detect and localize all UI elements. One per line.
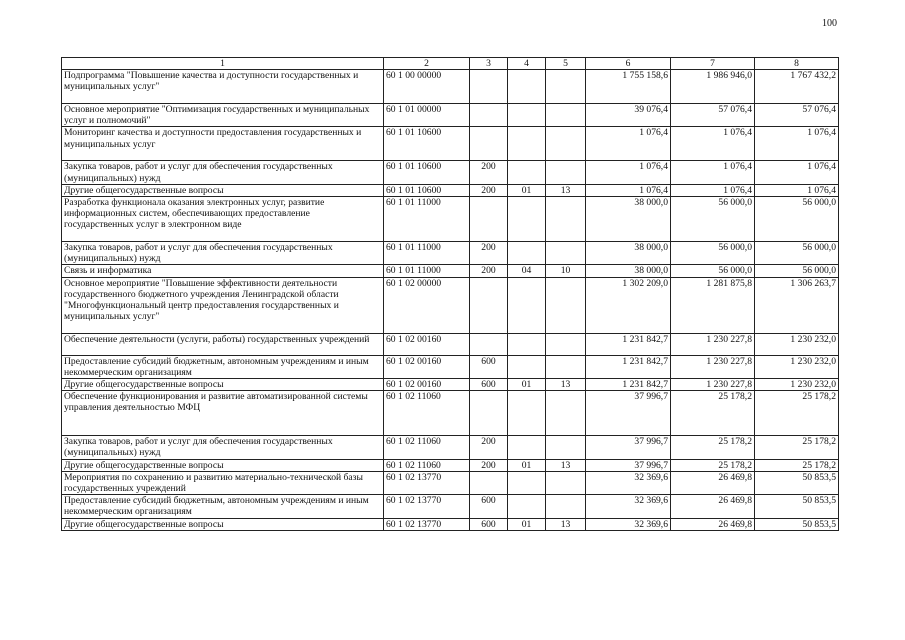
- row-value6-cell: 32 369,6: [586, 471, 671, 494]
- row-value6-cell: 37 996,7: [586, 459, 671, 471]
- table-row: [62, 379, 839, 391]
- row-col3-cell: 200: [470, 161, 508, 184]
- row-value6-cell: 1 755 158,6: [586, 70, 671, 104]
- table-row: [62, 197, 839, 242]
- row-name-cell: Обеспечение функционирования и развитие автоматизированной системы управления деятельностью МФЦ: [62, 391, 384, 436]
- row-value6-cell: 32 369,6: [586, 495, 671, 518]
- row-value6-cell: 32 369,6: [586, 518, 671, 530]
- table-row: [62, 518, 839, 530]
- row-col3-cell: 600: [470, 355, 508, 378]
- row-name-cell: Основное мероприятие "Повышение эффективности деятельности государственного бюджетного учреждения Ленинградской области "Многофункциональный центр предоставления государственных и муниципальных услуг": [62, 277, 384, 333]
- row-code-cell: 60 1 01 10600: [384, 184, 470, 196]
- row-value6-cell: 38 000,0: [586, 242, 671, 265]
- row-col5-cell: [546, 104, 586, 127]
- row-col3-cell: [470, 471, 508, 494]
- row-value6-cell: 37 996,7: [586, 436, 671, 459]
- row-col4-cell: [508, 436, 546, 459]
- row-col5-cell: 13: [546, 459, 586, 471]
- row-col5-cell: [546, 333, 586, 355]
- row-value7-cell: 26 469,8: [671, 495, 755, 518]
- row-col3-cell: 600: [470, 495, 508, 518]
- row-col4-cell: [508, 127, 546, 161]
- table-row: [62, 127, 839, 161]
- table-row: [62, 355, 839, 378]
- row-code-cell: 60 1 02 00000: [384, 277, 470, 333]
- row-col3-cell: [470, 70, 508, 104]
- row-value7-cell: 25 178,2: [671, 391, 755, 436]
- budget-table: [61, 57, 839, 531]
- row-col4-cell: [508, 242, 546, 265]
- table-row: [62, 70, 839, 104]
- header-col-6: 6: [586, 58, 671, 70]
- row-col3-cell: 200: [470, 436, 508, 459]
- header-col-8: 8: [755, 58, 839, 70]
- row-col5-cell: [546, 471, 586, 494]
- row-value8-cell: 57 076,4: [755, 104, 839, 127]
- row-value7-cell: 1 230 227,8: [671, 355, 755, 378]
- row-col5-cell: 10: [546, 265, 586, 277]
- row-value7-cell: 56 000,0: [671, 265, 755, 277]
- row-col4-cell: [508, 277, 546, 333]
- row-col5-cell: [546, 242, 586, 265]
- row-col5-cell: [546, 277, 586, 333]
- row-col3-cell: [470, 127, 508, 161]
- row-col4-cell: 04: [508, 265, 546, 277]
- row-code-cell: 60 1 01 10600: [384, 161, 470, 184]
- row-code-cell: 60 1 02 13770: [384, 471, 470, 494]
- row-col4-cell: [508, 495, 546, 518]
- table-row: [62, 104, 839, 127]
- row-col5-cell: [546, 391, 586, 436]
- row-col4-cell: [508, 355, 546, 378]
- row-col4-cell: 01: [508, 184, 546, 196]
- row-col5-cell: [546, 197, 586, 242]
- row-value7-cell: 26 469,8: [671, 471, 755, 494]
- row-col4-cell: [508, 70, 546, 104]
- header-col-1: 1: [62, 58, 384, 70]
- page-number: 100: [822, 18, 837, 29]
- row-code-cell: 60 1 01 11000: [384, 265, 470, 277]
- table-row: [62, 471, 839, 494]
- row-col4-cell: 01: [508, 379, 546, 391]
- row-col5-cell: [546, 436, 586, 459]
- row-value7-cell: 26 469,8: [671, 518, 755, 530]
- header-col-7: 7: [671, 58, 755, 70]
- row-value6-cell: 1 231 842,7: [586, 333, 671, 355]
- row-name-cell: Закупка товаров, работ и услуг для обеспечения государственных (муниципальных) нужд: [62, 161, 384, 184]
- row-value7-cell: 1 076,4: [671, 161, 755, 184]
- row-value6-cell: 37 996,7: [586, 391, 671, 436]
- row-name-cell: Разработка функционала оказания электронных услуг, развитие информационных систем, обеспечивающих предоставление государственных услуг в электронном виде: [62, 197, 384, 242]
- row-value6-cell: 38 000,0: [586, 265, 671, 277]
- row-name-cell: Закупка товаров, работ и услуг для обеспечения государственных (муниципальных) нужд: [62, 436, 384, 459]
- table-row: [62, 495, 839, 518]
- row-value6-cell: 1 231 842,7: [586, 379, 671, 391]
- table-row: [62, 265, 839, 277]
- row-col4-cell: [508, 197, 546, 242]
- row-value7-cell: 1 076,4: [671, 127, 755, 161]
- row-code-cell: 60 1 02 11060: [384, 436, 470, 459]
- row-col5-cell: 13: [546, 518, 586, 530]
- row-code-cell: 60 1 01 00000: [384, 104, 470, 127]
- row-col3-cell: [470, 391, 508, 436]
- row-value8-cell: 1 306 263,7: [755, 277, 839, 333]
- row-value6-cell: 1 076,4: [586, 127, 671, 161]
- row-value7-cell: 1 230 227,8: [671, 379, 755, 391]
- row-col3-cell: [470, 197, 508, 242]
- row-value8-cell: 56 000,0: [755, 242, 839, 265]
- row-code-cell: 60 1 02 11060: [384, 459, 470, 471]
- row-col5-cell: [546, 70, 586, 104]
- header-col-2: 2: [384, 58, 470, 70]
- row-col4-cell: [508, 471, 546, 494]
- table-row: [62, 391, 839, 436]
- row-col4-cell: [508, 391, 546, 436]
- row-name-cell: Основное мероприятие "Оптимизация государственных и муниципальных услуг и полномочий": [62, 104, 384, 127]
- row-col3-cell: 600: [470, 518, 508, 530]
- row-col3-cell: 200: [470, 184, 508, 196]
- row-col4-cell: 01: [508, 459, 546, 471]
- row-value7-cell: 1 986 946,0: [671, 70, 755, 104]
- row-value8-cell: 50 853,5: [755, 471, 839, 494]
- row-col3-cell: [470, 333, 508, 355]
- row-value8-cell: 1 076,4: [755, 127, 839, 161]
- row-name-cell: Мониторинг качества и доступности предоставления государственных и муниципальных услуг: [62, 127, 384, 161]
- row-col3-cell: [470, 104, 508, 127]
- row-value6-cell: 39 076,4: [586, 104, 671, 127]
- table-row: [62, 277, 839, 333]
- row-name-cell: Обеспечение деятельности (услуги, работы) государственных учреждений: [62, 333, 384, 355]
- row-value8-cell: 25 178,2: [755, 459, 839, 471]
- row-code-cell: 60 1 02 13770: [384, 495, 470, 518]
- row-value8-cell: 56 000,0: [755, 265, 839, 277]
- row-value7-cell: 1 230 227,8: [671, 333, 755, 355]
- table-row: [62, 242, 839, 265]
- row-col3-cell: 200: [470, 265, 508, 277]
- row-code-cell: 60 1 02 11060: [384, 391, 470, 436]
- row-name-cell: Предоставление субсидий бюджетным, автономным учреждениям и иным некоммерческим организациям: [62, 495, 384, 518]
- row-value8-cell: 1 230 232,0: [755, 333, 839, 355]
- table-row: [62, 333, 839, 355]
- row-value8-cell: 1 230 232,0: [755, 355, 839, 378]
- header-col-3: 3: [470, 58, 508, 70]
- row-value8-cell: 1 230 232,0: [755, 379, 839, 391]
- table-body: [62, 70, 839, 531]
- row-col3-cell: [470, 277, 508, 333]
- row-name-cell: Подпрограмма "Повышение качества и доступности государственных и муниципальных услуг": [62, 70, 384, 104]
- row-code-cell: 60 1 01 10600: [384, 127, 470, 161]
- row-code-cell: 60 1 01 11000: [384, 242, 470, 265]
- row-value6-cell: 1 302 209,0: [586, 277, 671, 333]
- row-name-cell: Мероприятия по сохранению и развитию материально-технической базы государственных учреждений: [62, 471, 384, 494]
- row-code-cell: 60 1 02 00160: [384, 379, 470, 391]
- row-col4-cell: [508, 104, 546, 127]
- row-value6-cell: 1 231 842,7: [586, 355, 671, 378]
- table-row: [62, 459, 839, 471]
- row-value8-cell: 25 178,2: [755, 436, 839, 459]
- row-value7-cell: 25 178,2: [671, 459, 755, 471]
- row-col5-cell: 13: [546, 379, 586, 391]
- row-value7-cell: 56 000,0: [671, 242, 755, 265]
- row-name-cell: Другие общегосударственные вопросы: [62, 379, 384, 391]
- row-value6-cell: 1 076,4: [586, 161, 671, 184]
- row-value7-cell: 56 000,0: [671, 197, 755, 242]
- row-col5-cell: [546, 161, 586, 184]
- row-value7-cell: 1 281 875,8: [671, 277, 755, 333]
- row-value7-cell: 57 076,4: [671, 104, 755, 127]
- row-col5-cell: [546, 127, 586, 161]
- row-name-cell: Другие общегосударственные вопросы: [62, 518, 384, 530]
- row-value8-cell: 1 767 432,2: [755, 70, 839, 104]
- row-value8-cell: 50 853,5: [755, 495, 839, 518]
- header-col-5: 5: [546, 58, 586, 70]
- row-value8-cell: 1 076,4: [755, 161, 839, 184]
- row-col5-cell: [546, 355, 586, 378]
- row-code-cell: 60 1 02 00160: [384, 355, 470, 378]
- row-col3-cell: 200: [470, 242, 508, 265]
- row-value8-cell: 1 076,4: [755, 184, 839, 196]
- row-name-cell: Закупка товаров, работ и услуг для обеспечения государственных (муниципальных) нужд: [62, 242, 384, 265]
- row-code-cell: 60 1 00 00000: [384, 70, 470, 104]
- row-value8-cell: 25 178,2: [755, 391, 839, 436]
- row-col3-cell: 200: [470, 459, 508, 471]
- row-value7-cell: 25 178,2: [671, 436, 755, 459]
- row-col4-cell: [508, 161, 546, 184]
- row-name-cell: Другие общегосударственные вопросы: [62, 184, 384, 196]
- table-row: [62, 184, 839, 196]
- row-code-cell: 60 1 02 00160: [384, 333, 470, 355]
- row-value7-cell: 1 076,4: [671, 184, 755, 196]
- row-col5-cell: [546, 495, 586, 518]
- row-value6-cell: 1 076,4: [586, 184, 671, 196]
- row-col4-cell: [508, 333, 546, 355]
- row-name-cell: Предоставление субсидий бюджетным, автономным учреждениям и иным некоммерческим организациям: [62, 355, 384, 378]
- row-col4-cell: 01: [508, 518, 546, 530]
- table-row: [62, 436, 839, 459]
- row-value6-cell: 38 000,0: [586, 197, 671, 242]
- row-col5-cell: 13: [546, 184, 586, 196]
- row-code-cell: 60 1 02 13770: [384, 518, 470, 530]
- header-col-4: 4: [508, 58, 546, 70]
- table-row: [62, 161, 839, 184]
- row-name-cell: Другие общегосударственные вопросы: [62, 459, 384, 471]
- row-value8-cell: 50 853,5: [755, 518, 839, 530]
- row-col3-cell: 600: [470, 379, 508, 391]
- row-value8-cell: 56 000,0: [755, 197, 839, 242]
- row-code-cell: 60 1 01 11000: [384, 197, 470, 242]
- row-name-cell: Связь и информатика: [62, 265, 384, 277]
- header-row: [62, 58, 839, 70]
